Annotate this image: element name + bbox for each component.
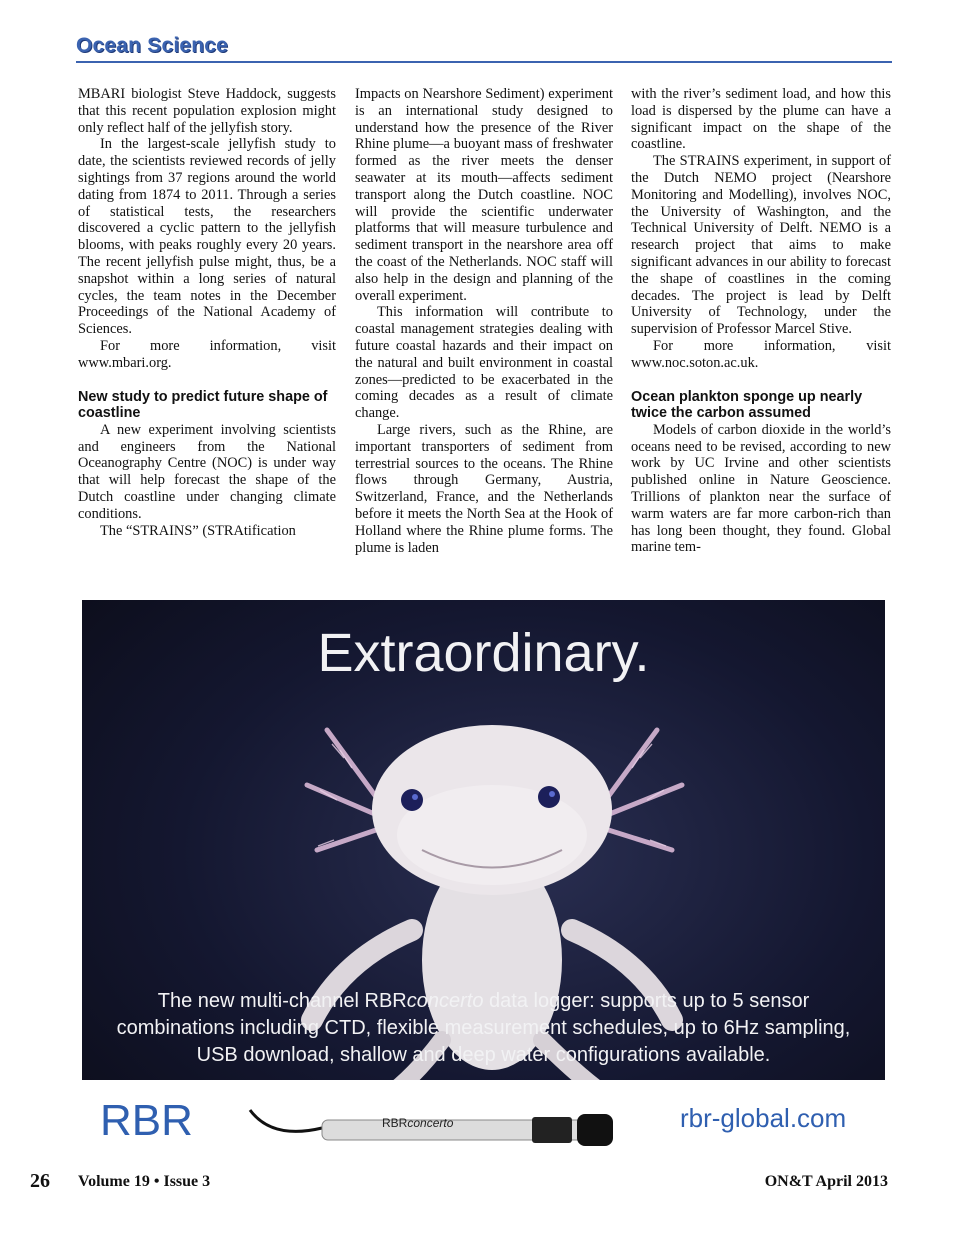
ad-url: rbr-global.com: [680, 1103, 847, 1133]
article-column-2: [355, 86, 613, 556]
paragraph: Models of carbon dioxide in the world’s oceans need to be revised, according to new work by UC Irvine and other scientists published online in Nature Geoscience. Trillions of plankton near the surface of warm waters are far more carbon-rich than has long been thought, they found. Global marine tem-: [631, 421, 891, 556]
axolotl-photo: [82, 600, 885, 1163]
page-number: 26: [30, 1170, 50, 1192]
paragraph: The “STRAINS” (STRAtification: [100, 522, 296, 539]
paragraph: The STRAINS experiment, in support of the Dutch NEMO project (Nearshore Monitoring and Modelling), involves NOC, the University of Washington, and the Technical University of Delft. NEMO is a research project that aims to make significant advances in our ability to forecast the shape of coastlines in the coming decades. The project is lead by Delft University of Technology, under the supervision of Professor Marcel Stive.: [631, 153, 891, 338]
header-rule: [76, 61, 892, 63]
section-title: Ocean Science: [76, 34, 229, 57]
paragraph: A new experiment involving scientists and engineers from the National Oceanography Centre (NOC) is under way that will help forecast the shape of the Dutch coastline under changing climate conditions.: [78, 421, 336, 522]
article-heading: Ocean plankton sponge up nearly twice the carbon assumed: [631, 388, 863, 422]
paragraph: In the largest-scale jellyfish study to date, the scientists reviewed records of jelly sightings from 37 regions around the world dating from 1874 to 2011. Through a series of statistical tests, the researchers discovered a cyclic pattern to the jellyfish blooms, with peaks roughly every 20 years. The recent jellyfish pulse might, thus, be a snapshot within a long series of natural cycles, the team notes in the December Proceedings of the National Academy of Sciences.: [78, 136, 336, 338]
product-label-pre: RBR: [382, 1116, 408, 1130]
product-label-italic: concerto: [407, 1116, 454, 1130]
ad-body-post: data logger: supports up to 5 sensor combinations including CTD, flexible measurement schedules, up to 6Hz sampling, USB download, shallow and deep water configurations available.: [116, 990, 851, 1066]
product-label: [382, 1116, 453, 1130]
paragraph: For more information, visit www.mbari.org.: [78, 337, 336, 371]
ad-body-italic: concerto: [406, 990, 484, 1012]
rbr-logo: RBR: [100, 1096, 193, 1145]
ad-body-text: [102, 988, 865, 1069]
paragraph: Impacts on Nearshore Sediment) experiment is an international study designed to understand how the presence of the River Rhine plume—a buoyant mass of freshwater formed as the river meets the denser seawater at its mouth—affects sediment transport along the Dutch coastline. NOC will provide the scientific underwater platforms that will measure turbulence and sediment transport in the nearshore area off the coast of the Netherlands. NOC staff will also help in the design and planning of the overall experiment.: [355, 86, 613, 304]
article-column-1: [78, 86, 336, 539]
paragraph: For more information, visit www.noc.soton.ac.uk.: [631, 337, 891, 371]
ad-body-pre: The new multi-channel RBR: [157, 990, 407, 1012]
article-column-3: [631, 86, 891, 556]
paragraph: MBARI biologist Steve Haddock, suggests that this recent population explosion might only reflect half of the jellyfish story.: [78, 86, 336, 136]
volume-issue: Volume 19 • Issue 3: [78, 1173, 211, 1190]
ad-headline: Extraordinary.: [317, 623, 650, 683]
article-heading: New study to predict future shape of coastline: [78, 388, 328, 422]
paragraph: with the river’s sediment load, and how this load is dispersed by the plume can have a significant impact on the shape of the coastline.: [631, 86, 891, 153]
advertisement: [82, 600, 885, 1163]
magazine-date: ON&T April 2013: [764, 1173, 888, 1190]
paragraph: Large rivers, such as the Rhine, are important transporters of sediment from terrestrial sources to the oceans. The Rhine flows through Germany, Austria, Switzerland, France, and the Netherlands before it meets the North Sea at the Hook of Holland where the Rhine plume forms. The plume is laden: [355, 421, 613, 556]
paragraph: This information will contribute to coastal management strategies dealing with future coastal hazards and their impact on the natural and built environment in coastal zones—predicted to be exacerbated in the coming decades as a result of climate change.: [355, 304, 613, 422]
